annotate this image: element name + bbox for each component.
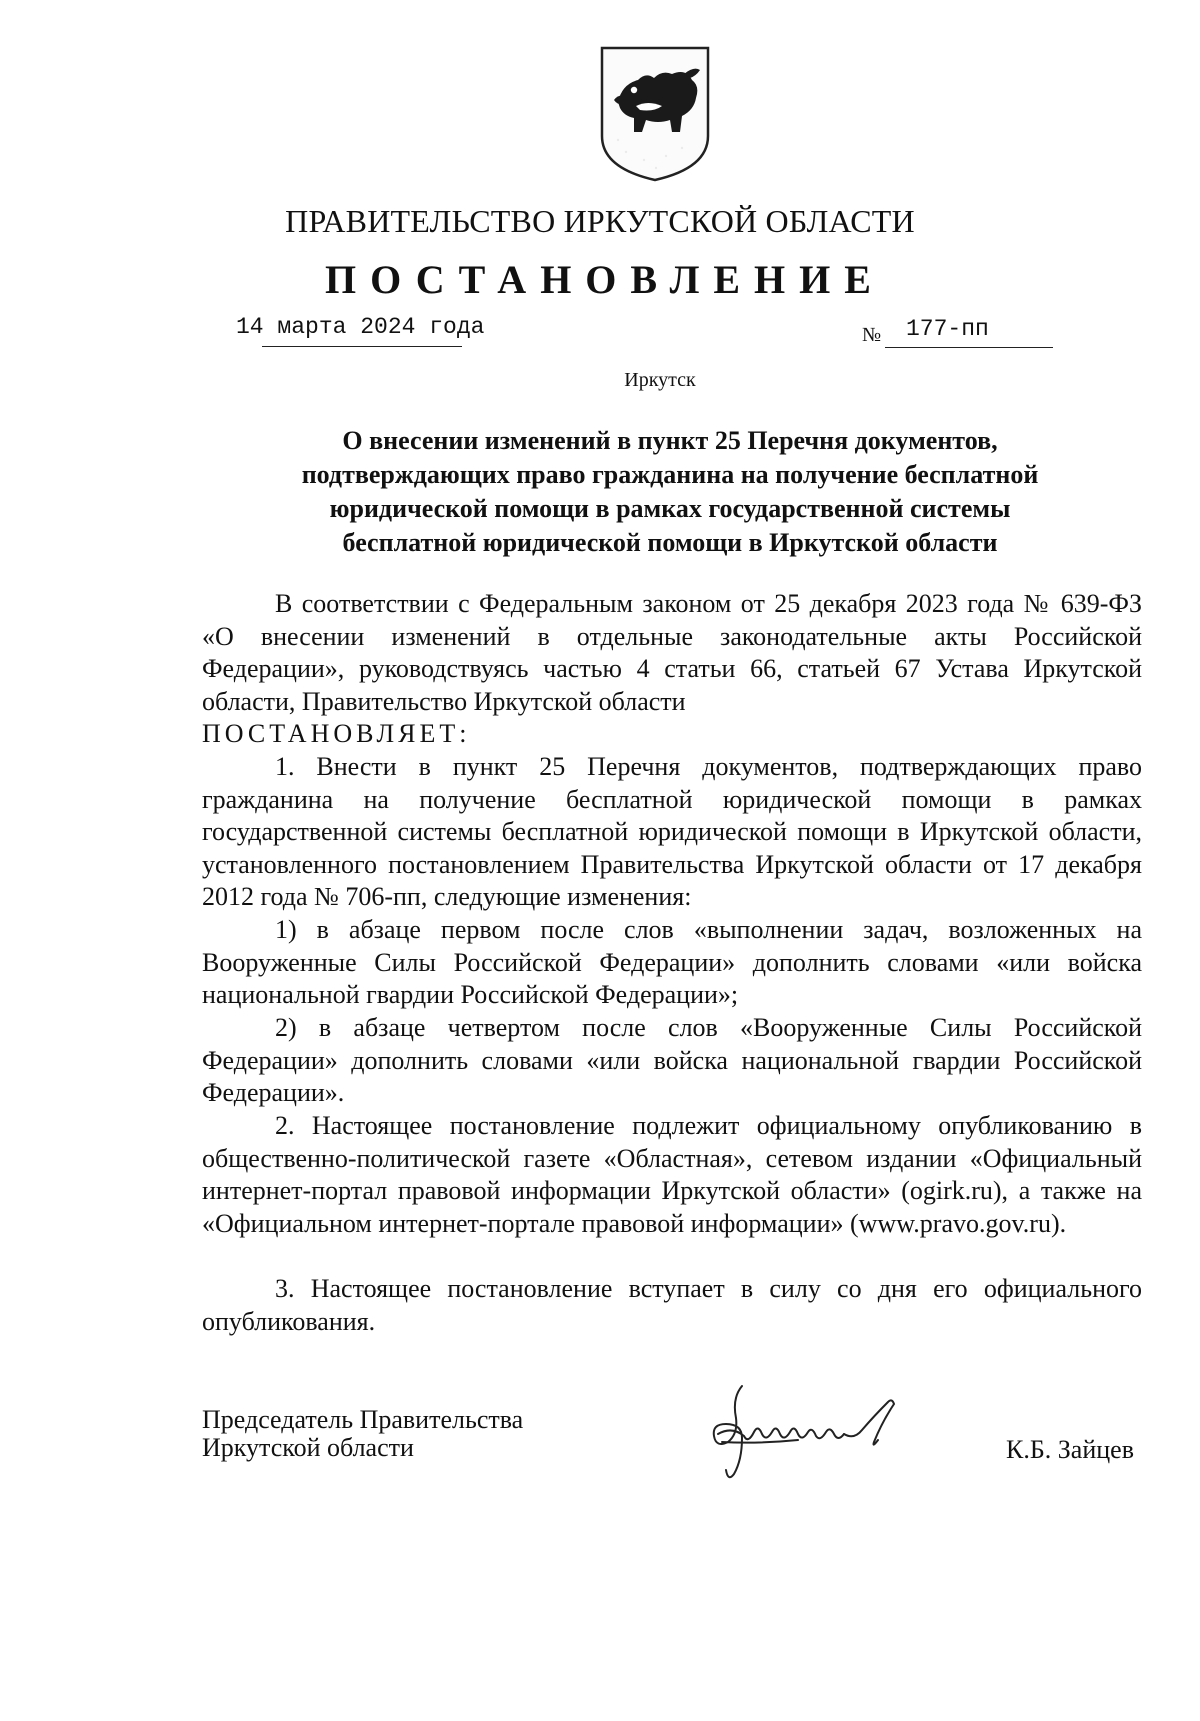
date-underline xyxy=(262,346,462,347)
signatory-name: К.Б. Зайцев xyxy=(1006,1435,1134,1464)
document-date: 14 марта 2024 года xyxy=(236,314,485,340)
item-1-subitem-2: 2) в абзаце четвертом после слов «Вооруженные Силы Российской Федерации» дополнить словами «или войска национальной гвардии Российской Федерации». xyxy=(202,1013,1142,1107)
coat-of-arms-icon xyxy=(596,44,714,184)
item-1-subitem-1: 1) в абзаце первом после слов «выполнении задач, возложенных на Вооруженные Силы Российской Федерации» дополнить словами «или войска национальной гвардии Российской Федерации»; xyxy=(202,915,1142,1009)
city-name: Иркутск xyxy=(624,369,696,391)
organization-name: ПРАВИТЕЛЬСТВО ИРКУТСКОЙ ОБЛАСТИ xyxy=(285,203,915,239)
signatory-position-line-2: Иркутской области xyxy=(202,1433,414,1462)
document-type-heading: ПОСТАНОВЛЕНИЕ xyxy=(325,257,885,302)
item-2-paragraph: 2. Настоящее постановление подлежит официальному опубликованию в общественно-политической газете «Областная», сетевом издании «Официальный интернет-портал правовой информации Иркутской области» (ogirk.ru), а также на «Официальном интернет-портале правовой информации» (www.pravo.gov.ru). xyxy=(202,1111,1142,1238)
signatory-position xyxy=(202,1406,523,1462)
item-3-paragraph: 3. Настоящее постановление вступает в силу со дня его официального опубликования. xyxy=(202,1274,1142,1336)
handwritten-signature xyxy=(698,1378,932,1486)
signatory-position-line-1: Председатель Правительства xyxy=(202,1405,524,1434)
item-1-paragraph: 1. Внести в пункт 25 Перечня документов, подтверждающих право гражданина на получение бесплатной юридической помощи в рамках государственной системы бесплатной юридической помощи в Иркутской области, установленного постановлением Правительства Иркутской области от 17 декабря 2012 года № 706-пп, следующие изменения: xyxy=(202,752,1142,911)
document-title: О внесении изменений в пункт 25 Перечня документов, подтверждающих право гражданина на получение бесплатной юридической помощи в рамках государственной системы бесплатной юридической помощи в Иркутской области xyxy=(301,426,1039,557)
decree-word: ПОСТАНОВЛЯЕТ: xyxy=(202,719,471,748)
intro-paragraph: В соответствии с Федеральным законом от 25 декабря 2023 года № 639-ФЗ «О внесении изменений в отдельные законодательные акты Российской Федерации», руководствуясь частью 4 статьи 66, статьей 67 Устава Иркутской области, Правительство Иркутской области xyxy=(202,589,1142,716)
number-sign: № xyxy=(862,324,882,346)
document-number: 177-пп xyxy=(906,316,989,342)
number-underline xyxy=(885,347,1053,348)
